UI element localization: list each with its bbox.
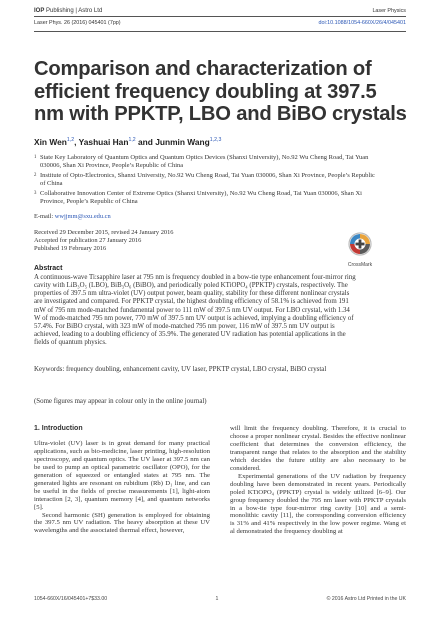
keywords: Keywords: frequency doubling, enhancement cavity, UV laser, PPKTP crystal, LBO crystal, BiBO crystal <box>34 366 327 373</box>
paragraph: Experimental generations of the UV radiation by frequency doubling have been demonstrated in recent years. Periodically poled KTiOPO₄ (PPKTP) crystal is widely utilized [6–9]. Our group frequency doubled the 795 nm laser with PPKTP crystals in a bow-tie type four-mirror ring cavity [10] and a semi-monolithic cavity [11], the corresponding conversion efficiency is 31% and 41% respectively in the low power regime. Wang et al demonstrated the frequency doubling at <box>230 472 406 536</box>
affiliation-number: 1 <box>34 155 37 160</box>
published-date: Published 19 February 2016 <box>34 245 107 253</box>
colour-note: (Some figures may appear in colour only in the online journal) <box>34 398 207 405</box>
affiliation <box>34 172 380 189</box>
affiliation-number: 3 <box>34 190 37 196</box>
author-separator: and <box>135 137 156 147</box>
crossmark-badge[interactable] <box>340 232 380 268</box>
footer-issn: 1054-660X/16/045401+7$33.00 <box>34 596 108 602</box>
author-affiliation-marker[interactable]: 1,2 <box>66 137 75 144</box>
left-column <box>34 425 210 535</box>
author-affiliation-marker[interactable]: 1,2 <box>128 137 136 144</box>
paragraph: will limit the frequency doubling. Therefore, it is crucial to choose a proper nonlinear crystal. Besides the effective nonlinear coefficient that determines the conversion efficiency, the transparent range that relates to the absorption and the stability which decides the future utility are also necessary to be considered. <box>230 425 406 472</box>
author-name: Xin Wen <box>34 137 67 147</box>
affiliation <box>34 154 380 171</box>
author-name: Yashuai Han <box>78 137 129 147</box>
affiliation-text: Collaborative Innovation Center of Extreme Optics (Shanxi University), No.92 Wu Cheng Road, Tai Yuan 030006, Shan Xi Province, People’s Republic of China <box>40 189 362 206</box>
page-footer <box>34 596 406 602</box>
header-rule <box>34 16 406 17</box>
author-name: Junmin Wang <box>155 137 210 147</box>
accepted-date: Accepted for publication 27 January 2016 <box>34 237 142 245</box>
affiliation <box>34 190 380 207</box>
crossmark-label: CrossMark <box>347 262 373 268</box>
paper-title: Comparison and characterization of efficient frequency doubling at 397.5 nm with PPKTP, LBO and BiBO crystals <box>34 58 407 125</box>
abstract-text: A continuous-wave Ti:sapphire laser at 795 nm is frequency doubled in a bow-tie type enhancement four-mirror ring cavity with LiB₃O₅ (LBO), BiB₃O₆ (BiBO), and periodically poled KTiOPO₄ (PPKTP) crystals, respectively. The properties of 397.5 nm ultra-violet (UV) output power, beam quality, stability for these different nonlinear crystals are investigated and compared. For PPKTP crystal, the highest doubling efficiency of 58.1% is achieved from 191 mW of 795 nm mode-matched fundamental power to 111 mW of 397.5 nm UV output. For LBO crystal, with 1.34 W of mode-matched 795 nm power, 770 mW of 397.5 nm UV output is achieved, implying a doubling efficiency of 57.4%. For BiBO crystal, with 323 mW of mode-matched 795 nm power, 116 mW of 397.5 nm UV output is achieved, leading to a doubling efficiency of 35.9%. The generated UV radiation has potential applications in the fields of quantum physics. <box>34 274 356 347</box>
email-link[interactable]: wwjjmm@sxu.edu.cn <box>54 213 111 220</box>
affiliations <box>34 154 380 207</box>
publisher-logo: IOP Publishing | Astro Ltd <box>34 8 103 14</box>
email-line: E-mail: wwjjmm@sxu.edu.cn <box>34 213 111 220</box>
abstract-heading: Abstract <box>34 265 63 272</box>
paragraph: Second harmonic (SH) generation is employed for obtaining the 397.5 nm UV radiation. The heavy absorption at these UV wavelengths and the associated thermal effect, however, <box>34 511 210 535</box>
page-number: 1 <box>215 596 219 602</box>
publication-dates <box>34 229 173 254</box>
received-date: Received 29 December 2015, revised 24 January 2016 <box>34 229 174 236</box>
header-rule-2 <box>34 31 406 32</box>
author-affiliation-marker[interactable]: 1,2,3 <box>209 137 222 144</box>
affiliation-text: Institute of Opto-Electronics, Shanxi University, No.92 Wu Cheng Road, Tai Yuan 030006, Shan Xi Province, People’s Republic of China <box>40 171 375 188</box>
author-list <box>34 137 221 147</box>
journal-name: Laser Physics <box>372 8 406 14</box>
crossmark-icon <box>348 232 372 256</box>
doi-link[interactable]: doi:10.1088/1054-660X/26/4/045401 <box>318 20 406 26</box>
section-heading: 1. Introduction <box>34 425 83 432</box>
right-column <box>230 425 406 536</box>
author-separator: , <box>74 137 79 147</box>
paragraph: Ultra-violet (UV) laser is in great demand for many practical applications, such as bio-medicine, laser printing, high-resolution spectroscopy, and quantum optics. The UV laser at 397.5 nm can be used to pump an optical parametric oscillator (OPO), for the generation of squeezed or entangled states at 795 nm. The generated lights are resonant on rubidium (Rb) D₁ line, and can be useful in the fields of precise measurements [1], light-atom interaction [2, 3], quantum memory [4], and quantum networks [5]. <box>34 439 210 511</box>
citation: Laser Phys. 26 (2016) 045401 (7pp) <box>34 20 121 26</box>
affiliation-number: 2 <box>34 172 37 178</box>
journal-header <box>34 8 406 26</box>
footer-copyright: © 2016 Astro Ltd Printed in the UK <box>326 596 406 602</box>
affiliation-text: State Key Laboratory of Quantum Optics and Quantum Optics Devices (Shanxi University), No.92 Wu Cheng Road, Tai Yuan 030006, Shan Xi Province, People’s Republic of China <box>40 154 369 170</box>
